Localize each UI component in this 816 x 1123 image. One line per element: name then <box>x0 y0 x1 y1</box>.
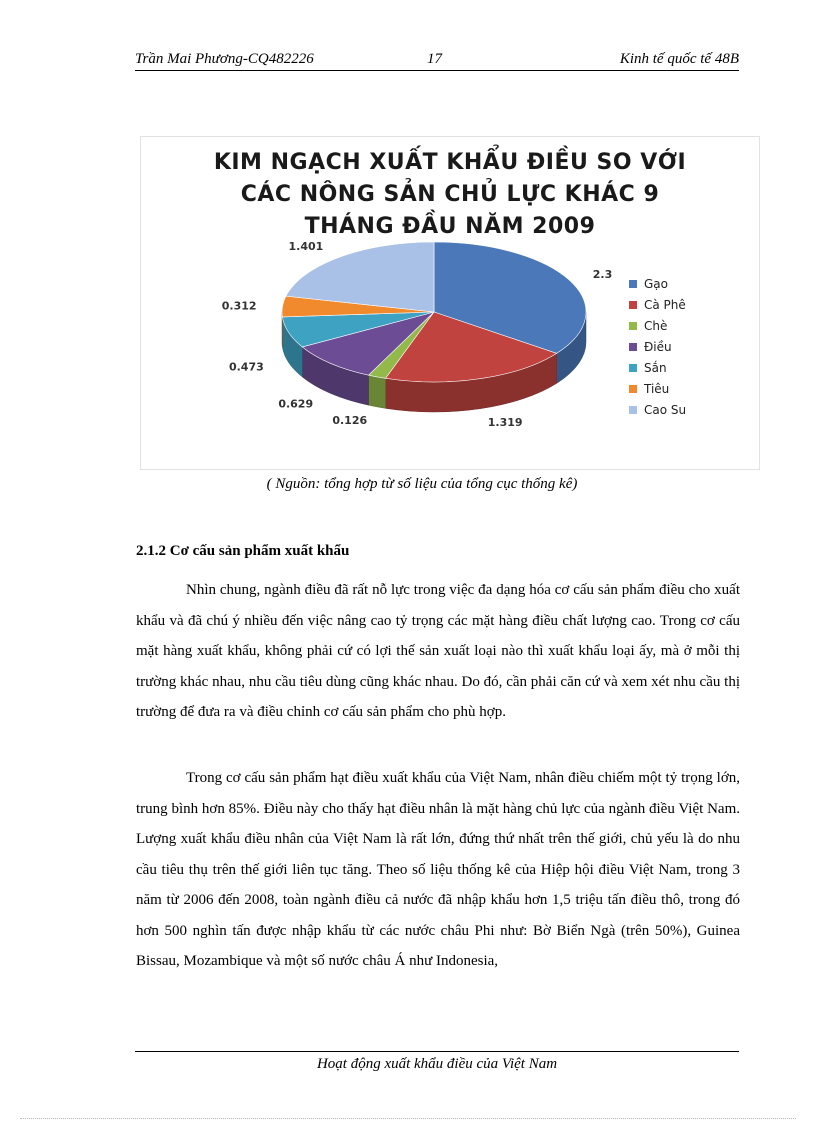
body-paragraph-2 <box>136 763 740 977</box>
source-note: ( Nguồn: tổng hợp từ số liệu của tổng cục thống kê) <box>266 476 578 492</box>
page-header <box>135 50 739 71</box>
page-bottom-divider <box>20 1118 796 1119</box>
legend-label: Cà Phê <box>644 297 686 312</box>
body-paragraph-1 <box>136 575 740 728</box>
pie-chart <box>140 136 760 470</box>
legend-item <box>629 399 686 420</box>
legend-item <box>629 357 686 378</box>
legend-item <box>629 294 686 315</box>
chart-title-line-2: CÁC NÔNG SẢN CHỦ LỰC KHÁC 9 <box>240 182 660 207</box>
header-page-number: 17 <box>427 51 442 67</box>
chart-title-line-3: THÁNG ĐẦU NĂM 2009 <box>304 214 596 239</box>
legend-swatch <box>629 343 637 351</box>
legend-item <box>629 378 686 399</box>
chart-title-line-1: KIM NGẠCH XUẤT KHẨU ĐIỀU SO VỚI <box>213 150 687 175</box>
pie-value-label-6: 1.401 <box>288 240 324 254</box>
page-footer: Hoạt động xuất khẩu điều của Việt Nam <box>135 1051 739 1073</box>
legend-item <box>629 273 686 294</box>
paragraph-1-text: Nhìn chung, ngành điều đã rất nỗ lực trong việc đa dạng hóa cơ cấu sản phẩm điều cho xuất khẩu và đã chú ý nhiều đến việc nâng cao tỷ trọng các mặt hàng điều chất lượng cao. Trong cơ cấu mặt hàng xuất khẩu, không phải cứ có lợi thế sản xuất loại nào thì xuất khẩu loại ấy, mà ở mỗi thị trường khác nhau, nhu cầu tiêu dùng cũng khác nhau. Do đó, cần phải căn cứ và xem xét nhu cầu thị trường để đưa ra và điều chỉnh cơ cấu sản phẩm cho phù hợp. <box>136 582 740 720</box>
pie-value-label-2: 0.126 <box>332 413 368 427</box>
paragraph-2-text: Trong cơ cấu sản phẩm hạt điều xuất khẩu của Việt Nam, nhân điều chiếm một tỷ trọng lớn, trung bình hơn 85%. Điều này cho thấy hạt điều nhân là mặt hàng chủ lực của ngành điều Việt Nam. Lượng xuất khẩu điều nhân của Việt Nam là rất lớn, đứng thứ nhất trên thế giới, chủ yếu là do nhu cầu tiêu thụ trên thế giới liên tục tăng. Theo số liệu thống kê của Hiệp hội điều Việt Nam, trong 3 năm từ 2006 đến 2008, toàn ngành điều cả nước đã nhập khẩu hơn 1,5 triệu tấn điều thô, trong đó hơn 500 nghìn tấn được nhập khẩu từ các nước châu Phi như: Bờ Biển Ngà (trên 50%), Guinea Bissau, Mozambique và một số nước châu Á như Indonesia, <box>136 770 740 969</box>
pie-side-2 <box>369 375 386 408</box>
pie-value-label-0: 2.3 <box>592 268 613 282</box>
legend-swatch <box>629 301 637 309</box>
legend-item <box>629 315 686 336</box>
legend-label: Chè <box>644 318 668 333</box>
pie-value-label-5: 0.312 <box>221 299 257 313</box>
pie-value-label-3: 0.629 <box>278 397 314 411</box>
legend-label: Gạo <box>644 276 668 291</box>
legend-swatch <box>629 364 637 372</box>
pie-value-label-4: 0.473 <box>228 360 264 374</box>
section-heading: 2.1.2 Cơ cấu sản phẩm xuất khẩu <box>136 543 350 559</box>
chart-legend <box>629 273 686 420</box>
legend-label: Cao Su <box>644 402 687 417</box>
legend-label: Điều <box>644 339 672 354</box>
legend-swatch <box>629 406 637 414</box>
legend-item <box>629 336 686 357</box>
legend-swatch <box>629 385 637 393</box>
legend-swatch <box>629 280 637 288</box>
header-course: Kinh tế quốc tế 48B <box>619 51 739 67</box>
legend-label: Sắn <box>644 360 667 375</box>
legend-label: Tiêu <box>644 381 670 396</box>
legend-swatch <box>629 322 637 330</box>
pie-value-label-1: 1.319 <box>487 416 523 430</box>
header-author: Trần Mai Phương-CQ482226 <box>135 51 314 67</box>
